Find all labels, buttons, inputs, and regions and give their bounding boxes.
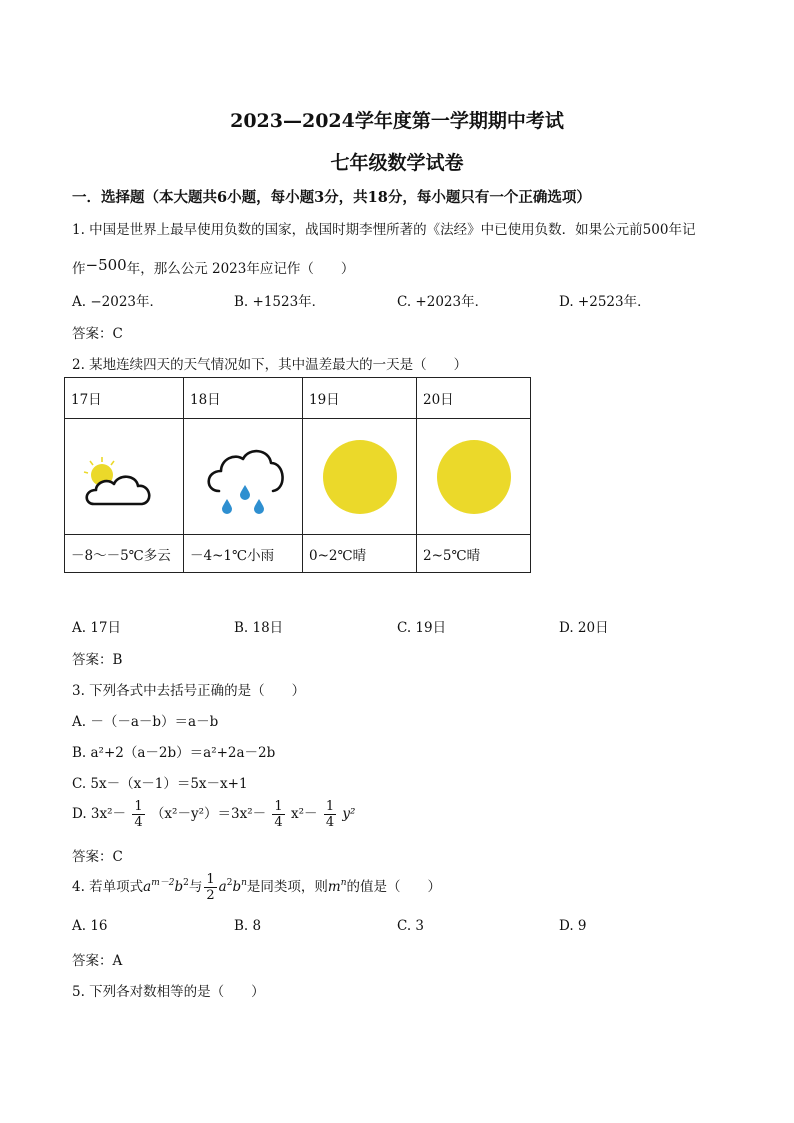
q1-stem-line1: 1. 中国是世界上最早使用负数的国家，战国时期李悝所著的《法经》中已使用负数．如果公元前500年记 bbox=[72, 222, 696, 238]
q3-option-b[interactable]: B. a²+2（a－2b）＝a²+2a－2b bbox=[72, 745, 276, 761]
frac-num: 1 bbox=[206, 872, 215, 887]
icon-cell bbox=[184, 419, 303, 535]
exam-subtitle: 七年级数学试卷 bbox=[330, 152, 464, 174]
q4-term2-b-sup: n bbox=[241, 878, 247, 888]
q2-stem: 2. 某地连续四天的天气情况如下，其中温差最大的一天是（ ） bbox=[72, 357, 468, 373]
rain-cloud-icon bbox=[193, 429, 293, 525]
partly-cloudy-icon bbox=[74, 432, 174, 522]
q4-option-c[interactable]: C. 3 bbox=[397, 918, 425, 934]
q3-option-d[interactable] bbox=[72, 799, 355, 830]
q1-line2-pre: 作 bbox=[72, 261, 86, 277]
date-cell: 19日 bbox=[303, 378, 417, 419]
q5-stem: 5. 下列各对数相等的是（ ） bbox=[72, 984, 265, 1000]
frac-num: 1 bbox=[325, 799, 335, 814]
weather-cell: 2~5℃晴 bbox=[417, 535, 531, 573]
icon-cell bbox=[417, 419, 531, 535]
q4-term1: a bbox=[143, 879, 152, 895]
q1-stem-line2 bbox=[72, 256, 354, 277]
q4-term1-sup: m－2 bbox=[151, 878, 175, 888]
exam-title: 2023—2024学年度第一学期期中考试 bbox=[230, 110, 564, 132]
q1-answer: 答案：C bbox=[72, 326, 123, 342]
weather-table bbox=[64, 377, 531, 573]
q1-option-a[interactable]: A. −2023年． bbox=[72, 294, 163, 310]
weather-cell: －4~1℃小雨 bbox=[184, 535, 303, 573]
q3-option-c[interactable]: C. 5x－（x－1）＝5x－x+1 bbox=[72, 776, 248, 792]
q4-term3-sup: n bbox=[340, 878, 347, 888]
fraction bbox=[204, 872, 216, 903]
sun-icon bbox=[434, 437, 514, 517]
q3-d-mid: （x²－y²）＝3x²－ bbox=[150, 806, 267, 822]
weather-cell: 0~2℃晴 bbox=[303, 535, 417, 573]
q3-d-mid2: x²－ bbox=[290, 806, 318, 822]
q3-d-pre: D. 3x²－ bbox=[72, 806, 127, 822]
q4-option-b[interactable]: B. 8 bbox=[234, 918, 262, 934]
q4-term1-b: b bbox=[174, 879, 184, 895]
date-cell: 17日 bbox=[65, 378, 184, 419]
q4-term1-b-sup: 2 bbox=[183, 878, 189, 888]
fraction bbox=[272, 799, 284, 830]
q2-option-b[interactable]: B. 18日 bbox=[234, 620, 284, 636]
q2-option-a[interactable]: A. 17日 bbox=[72, 620, 122, 636]
sun-icon bbox=[320, 437, 400, 517]
q4-stem-end: 的值是（ ） bbox=[346, 879, 442, 895]
frac-den: 2 bbox=[206, 888, 215, 903]
date-cell: 18日 bbox=[184, 378, 303, 419]
frac-den: 4 bbox=[134, 815, 143, 830]
q4-stem-pre: 4. 若单项式 bbox=[72, 879, 144, 895]
q1-option-d[interactable]: D. +2523年． bbox=[559, 294, 651, 310]
q3-option-a[interactable]: A. －（－a－b）＝a－b bbox=[72, 714, 219, 730]
q4-term2-sup: 2 bbox=[226, 878, 233, 888]
q4-term3: m bbox=[327, 879, 341, 895]
q2-answer: 答案：B bbox=[72, 652, 123, 668]
q1-line2-number: −500 bbox=[85, 256, 127, 274]
frac-num: 1 bbox=[274, 799, 283, 814]
q1-option-c[interactable]: C. +2023年． bbox=[397, 294, 489, 310]
q4-option-a[interactable]: A. 16 bbox=[72, 918, 108, 934]
icon-cell bbox=[303, 419, 417, 535]
q3-answer: 答案：C bbox=[72, 849, 123, 865]
q3-d-post: y² bbox=[342, 806, 356, 822]
q4-answer: 答案：A bbox=[72, 953, 123, 969]
icon-cell bbox=[65, 419, 184, 535]
q4-stem-mid: 与 bbox=[188, 879, 203, 895]
frac-num: 1 bbox=[134, 799, 143, 814]
q3-stem: 3. 下列各式中去括号正确的是（ ） bbox=[72, 683, 306, 699]
frac-den: 4 bbox=[274, 815, 283, 830]
q1-option-b[interactable]: B. +1523年． bbox=[234, 294, 326, 310]
fraction bbox=[324, 799, 336, 830]
q4-term2-b: b bbox=[232, 879, 242, 895]
date-cell: 20日 bbox=[417, 378, 531, 419]
fraction bbox=[132, 799, 144, 830]
q1-line2-post: 年，那么公元 2023年应记作（ ） bbox=[126, 261, 355, 277]
section-heading: 一．选择题（本大题共6小题，每小题3分，共18分，每小题只有一个正确选项） bbox=[72, 189, 591, 206]
q4-term2: a bbox=[218, 879, 227, 895]
q2-option-d[interactable]: D. 20日 bbox=[559, 620, 609, 636]
q4-stem-post: 是同类项，则 bbox=[246, 879, 328, 895]
q4-stem bbox=[72, 872, 441, 903]
frac-den: 4 bbox=[325, 815, 335, 830]
q2-option-c[interactable]: C. 19日 bbox=[397, 620, 447, 636]
weather-cell: －8～－5℃多云 bbox=[65, 535, 184, 573]
q4-option-d[interactable]: D. 9 bbox=[559, 918, 587, 934]
